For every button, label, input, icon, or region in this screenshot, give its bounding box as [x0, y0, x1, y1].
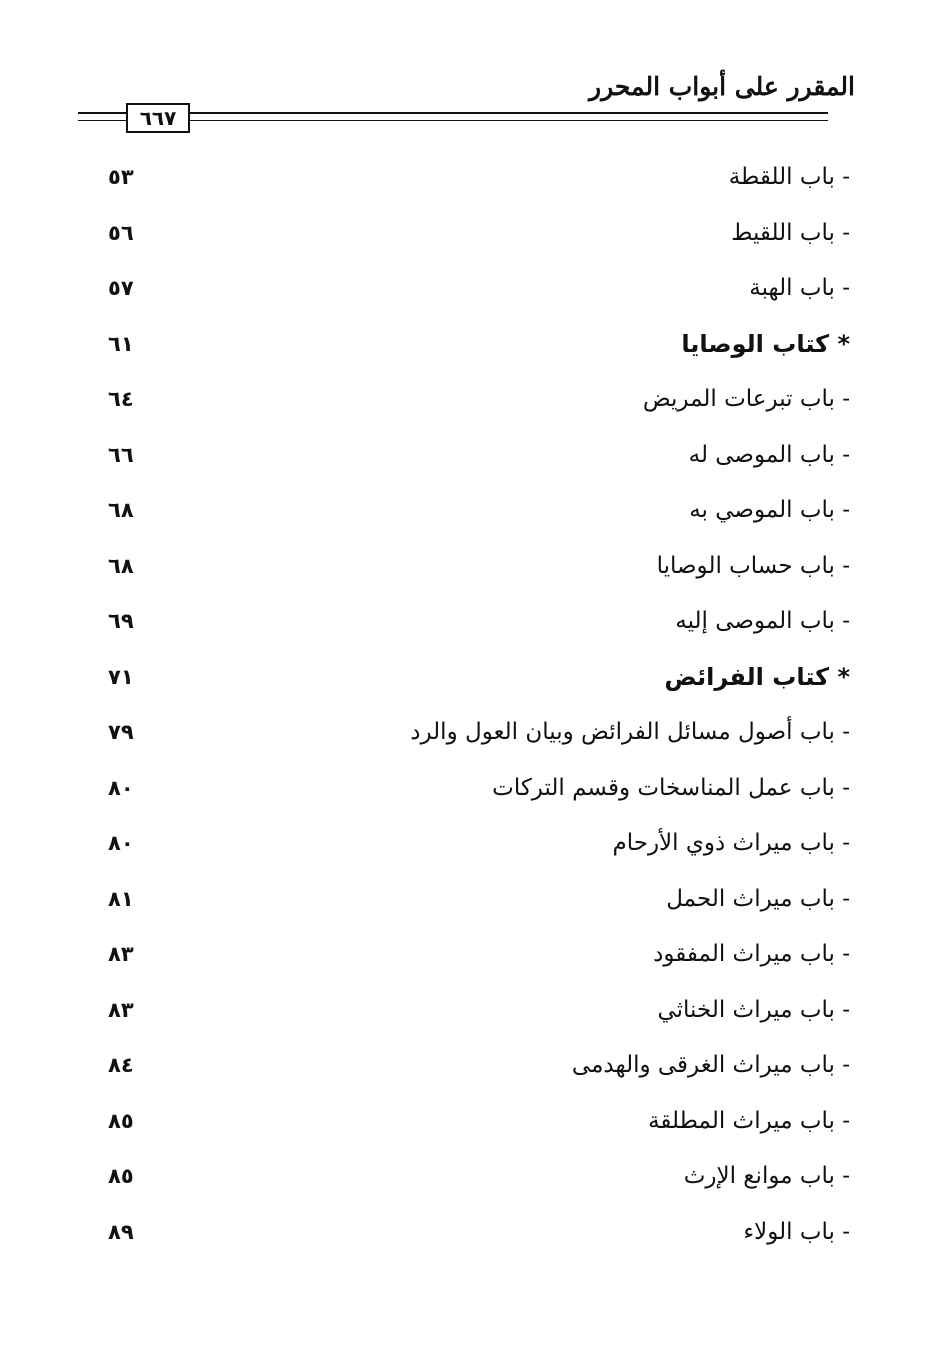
- toc-chapter-entry: [100, 1149, 860, 1205]
- toc-entry-title: - باب ميراث الحمل: [666, 885, 850, 912]
- toc-entry-page: ٦٤: [108, 387, 134, 411]
- toc-chapter-entry: [100, 372, 860, 428]
- toc-entry-page: ٨٤: [108, 1053, 134, 1077]
- toc-entry-page: ٦١: [108, 331, 134, 356]
- toc-entry-title: - باب ميراث المطلقة: [648, 1107, 850, 1134]
- toc-chapter-entry: [100, 483, 860, 539]
- toc-chapter-entry: [100, 539, 860, 595]
- toc-entry-title: - باب الموصى إليه: [675, 608, 850, 634]
- toc-entry-title: - باب ميراث المفقود: [653, 941, 850, 967]
- toc-entry-title: - باب اللقيط: [731, 219, 850, 246]
- toc-chapter-entry: [100, 1094, 860, 1150]
- toc-entry-page: ٨٠: [108, 775, 134, 800]
- toc-entry-page: ٥٦: [108, 220, 134, 245]
- toc-entry-page: ٦٩: [108, 609, 134, 633]
- toc-entry-title: - باب الهبة: [749, 275, 850, 301]
- toc-entry-title: - باب ميراث الخناثي: [657, 996, 850, 1023]
- toc-entry-page: ٨٣: [108, 942, 134, 966]
- toc-book-entry: [100, 650, 860, 706]
- toc-chapter-entry: [100, 761, 860, 817]
- toc-chapter-entry: [100, 983, 860, 1039]
- toc-chapter-entry: [100, 872, 860, 928]
- toc-entry-title: - باب أصول مسائل الفرائض وبيان العول والرد: [410, 719, 850, 745]
- toc-entry-title: - باب اللقطة: [728, 164, 850, 190]
- toc-entry-title: * كتاب الوصايا: [681, 329, 850, 358]
- toc-entry-title: * كتاب الفرائض: [664, 662, 850, 691]
- toc-entry-page: ٨٩: [108, 1219, 134, 1244]
- toc-entry-title: - باب الموصي به: [689, 497, 850, 523]
- toc-entry-page: ٨٥: [108, 1108, 134, 1133]
- toc-entry-title: - باب موانع الإرث: [683, 1163, 850, 1189]
- header-rule-bottom: [78, 120, 828, 121]
- toc-entry-page: ٧١: [108, 664, 134, 689]
- toc-chapter-entry: [100, 1038, 860, 1094]
- toc-entry-page: ٨٠: [108, 831, 134, 855]
- toc-chapter-entry: [100, 705, 860, 761]
- toc-entry-title: - باب ميراث الغرقى والهدمى: [571, 1052, 850, 1078]
- running-title: المقرر على أبواب المحرر: [589, 72, 855, 101]
- toc-book-entry: [100, 317, 860, 373]
- toc-entry-title: - باب حساب الوصايا: [656, 552, 850, 579]
- toc-entry-page: ٨١: [108, 886, 134, 911]
- toc-chapter-entry: [100, 1205, 860, 1261]
- toc-entry-title: - باب تبرعات المريض: [642, 386, 850, 412]
- toc-chapter-entry: [100, 261, 860, 317]
- toc-chapter-entry: [100, 927, 860, 983]
- toc-chapter-entry: [100, 594, 860, 650]
- toc-entry-title: - باب الولاء: [743, 1218, 850, 1245]
- page-number: ٦٦٧: [126, 103, 190, 133]
- toc-entry-page: ٥٧: [108, 276, 134, 300]
- toc-chapter-entry: [100, 150, 860, 206]
- toc-chapter-entry: [100, 816, 860, 872]
- toc-entry-page: ٦٦: [108, 442, 134, 467]
- toc-chapter-entry: [100, 206, 860, 262]
- toc-entry-title: - باب عمل المناسخات وقسم التركات: [492, 774, 850, 801]
- toc-entry-page: ٦٨: [108, 553, 134, 578]
- table-of-contents: [100, 150, 860, 1260]
- toc-entry-page: ٦٨: [108, 498, 134, 522]
- toc-chapter-entry: [100, 428, 860, 484]
- toc-entry-title: - باب الموصى له: [688, 441, 850, 468]
- toc-entry-page: ٧٩: [108, 720, 134, 744]
- toc-entry-page: ٨٣: [108, 997, 134, 1022]
- header-rule-top: [78, 112, 828, 114]
- toc-entry-page: ٨٥: [108, 1164, 134, 1188]
- toc-entry-page: ٥٣: [108, 165, 134, 189]
- toc-entry-title: - باب ميراث ذوي الأرحام: [612, 830, 850, 856]
